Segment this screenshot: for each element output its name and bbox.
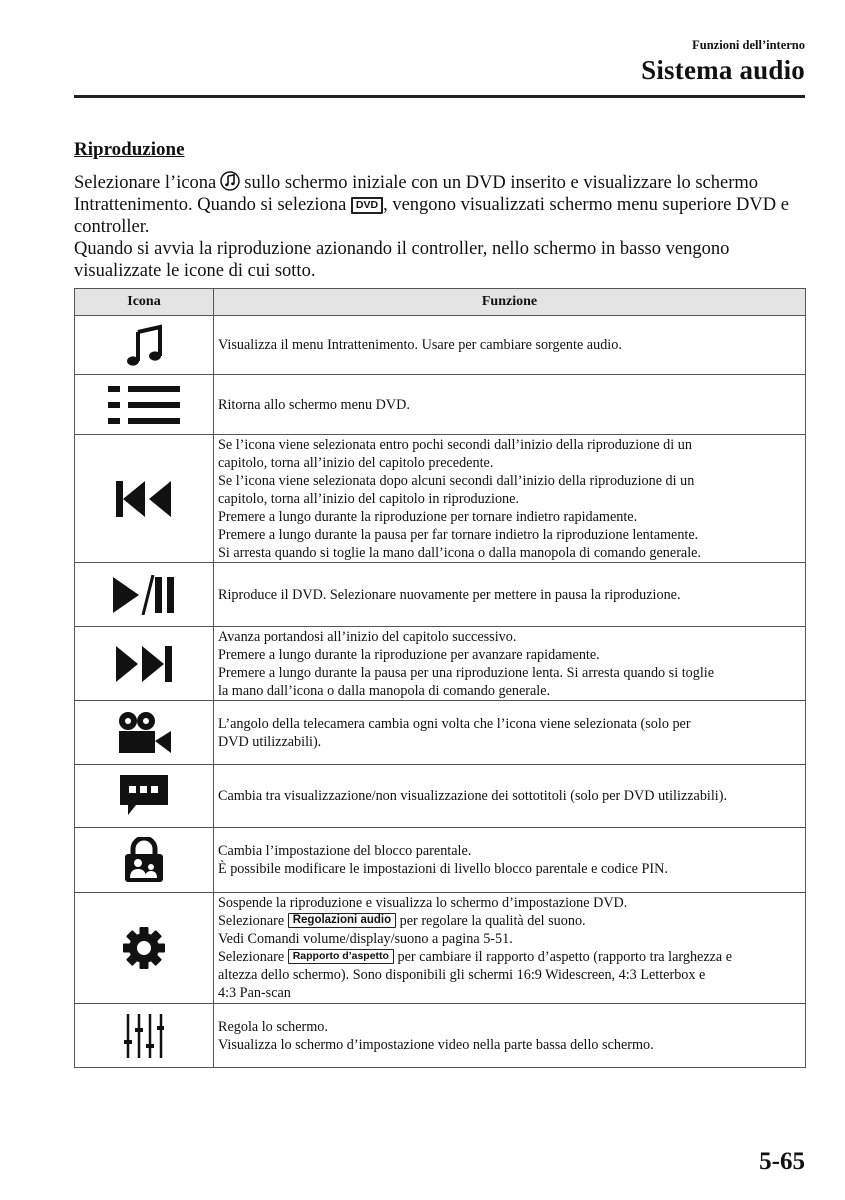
table-row	[75, 627, 806, 701]
table-row	[75, 765, 806, 828]
gear-icon	[122, 926, 166, 970]
intro-text-b: sullo schermo iniziale con un DVD inserito e visualizzare lo schermo Intrattenimento. Quando si seleziona	[74, 173, 759, 215]
icon-cell	[75, 627, 214, 701]
description-line: Visualizza lo schermo d’impostazione video nella parte bassa dello schermo.	[218, 1036, 654, 1053]
description-line: Si arresta quando si toglie la mano dall’icona o dalla manopola di comando generale.	[218, 544, 702, 561]
description-cell	[214, 435, 806, 563]
section-heading: Riproduzione	[74, 139, 185, 160]
description-line: L’angolo della telecamera cambia ogni volta che l’icona viene selezionata (solo per	[218, 715, 691, 732]
description-cell	[214, 765, 806, 828]
description-cell	[214, 893, 806, 1004]
description-line: Avanza portandosi all’inizio del capitolo successivo.	[218, 628, 517, 645]
description-line: 4:3 Pan-scan	[218, 985, 291, 1001]
description-line: Ritorna allo schermo menu DVD.	[218, 396, 410, 413]
description-line: Vedi Comandi volume/display/suono a pagina 5-51.	[218, 931, 513, 947]
description-cell	[214, 375, 806, 435]
intro-paragraph-1	[74, 171, 806, 238]
camera-angle-icon	[117, 711, 171, 755]
column-header-function: Funzione	[214, 289, 806, 316]
subtitle-icon	[120, 775, 168, 817]
description-line: Premere a lungo durante la riproduzione per avanzare rapidamente.	[218, 646, 600, 663]
icon-cell	[75, 435, 214, 563]
table-row	[75, 701, 806, 765]
main-content	[74, 139, 806, 1068]
description-line: È possibile modificare le impostazioni di livello blocco parentale e codice PIN.	[218, 861, 668, 877]
icon-cell	[75, 893, 214, 1004]
parental-lock-icon	[123, 837, 165, 883]
description-line: Riproduce il DVD. Selezionare nuovamente per mettere in pausa la riproduzione.	[218, 586, 681, 603]
intro-text-c: , vengono visualizzati schermo menu superiore DVD e controller.	[74, 195, 789, 237]
description-text: Selezionare	[218, 949, 285, 965]
table-row	[75, 893, 806, 1004]
icon-cell	[75, 701, 214, 765]
equalizer-icon	[124, 1014, 164, 1058]
description-text: per regolare la qualità del suono.	[399, 913, 586, 929]
skip-forward-icon	[116, 646, 172, 682]
description-cell	[214, 701, 806, 765]
description-line: capitolo, torna all’inizio del capitolo precedente.	[218, 454, 494, 471]
description-text: per cambiare il rapporto d’aspetto (rapporto tra larghezza e	[397, 949, 733, 965]
music-note-icon	[122, 323, 166, 367]
description-line: Premere a lungo durante la pausa per una riproduzione lenta. Si arresta quando si toglie	[218, 664, 715, 681]
description-text: Selezionare	[218, 913, 285, 929]
intro-text-a: Selezionare l’icona	[74, 173, 217, 193]
description-line: DVD utilizzabili).	[218, 733, 322, 750]
icon-cell	[75, 765, 214, 828]
description-line: Regola lo schermo.	[218, 1018, 328, 1035]
description-line: Se l’icona viene selezionata dopo alcuni secondi dall’inizio della riproduzione di un	[218, 472, 695, 489]
audio-settings-key-label: Regolazioni audio	[288, 913, 396, 928]
page-title: Sistema audio	[641, 55, 805, 85]
description-line: Se l’icona viene selezionata entro pochi secondi dall’inizio della riproduzione di un	[218, 436, 692, 453]
description-line: Cambia l’impostazione del blocco parentale.	[218, 843, 472, 859]
description-cell	[214, 563, 806, 627]
description-line: Premere a lungo durante la pausa per far tornare indietro la riproduzione lentamente.	[218, 526, 699, 543]
header-divider	[74, 95, 805, 98]
column-header-icon: Icona	[75, 289, 214, 316]
description-cell	[214, 828, 806, 893]
aspect-ratio-key-label: Rapporto d’aspetto	[288, 949, 394, 964]
intro-paragraph-2: Quando si avvia la riproduzione azionando il controller, nello schermo in basso vengono visualizzate le icone di cui sotto.	[74, 239, 730, 281]
table-header-row	[75, 289, 806, 316]
icon-cell	[75, 828, 214, 893]
description-line: la mano dall’icona o dalla manopola di comando generale.	[218, 682, 551, 699]
description-line: Sospende la riproduzione e visualizza lo schermo d’impostazione DVD.	[218, 895, 628, 911]
table-row	[75, 563, 806, 627]
table-row	[75, 828, 806, 893]
music-note-inline-icon	[220, 171, 240, 191]
list-menu-icon	[108, 383, 180, 427]
table-row	[75, 435, 806, 563]
description-line: Visualizza il menu Intrattenimento. Usare per cambiare sorgente audio.	[218, 337, 622, 353]
icon-cell	[75, 375, 214, 435]
table-row	[75, 375, 806, 435]
skip-back-icon	[116, 481, 172, 517]
header-section: Funzioni dell’interno	[692, 38, 805, 52]
description-cell	[214, 1004, 806, 1068]
table-row	[75, 1004, 806, 1068]
description-line: Premere a lungo durante la riproduzione per tornare indietro rapidamente.	[218, 508, 638, 525]
description-line: capitolo, torna all’inizio del capitolo in riproduzione.	[218, 490, 519, 507]
description-line: Cambia tra visualizzazione/non visualizzazione dei sottotitoli (solo per DVD utilizzabili).	[218, 788, 728, 804]
play-pause-icon	[113, 575, 175, 615]
function-table	[74, 288, 806, 1068]
dvd-key-label: DVD	[351, 197, 383, 214]
description-line: altezza dello schermo). Sono disponibili gli schermi 16:9 Widescreen, 4:3 Letterbox e	[218, 967, 706, 983]
table-row	[75, 316, 806, 375]
description-line	[218, 912, 801, 930]
icon-cell	[75, 316, 214, 375]
description-cell	[214, 316, 806, 375]
page-number: 5-65	[759, 1148, 805, 1175]
icon-cell	[75, 563, 214, 627]
description-line	[218, 948, 801, 966]
icon-cell	[75, 1004, 214, 1068]
description-cell	[214, 627, 806, 701]
